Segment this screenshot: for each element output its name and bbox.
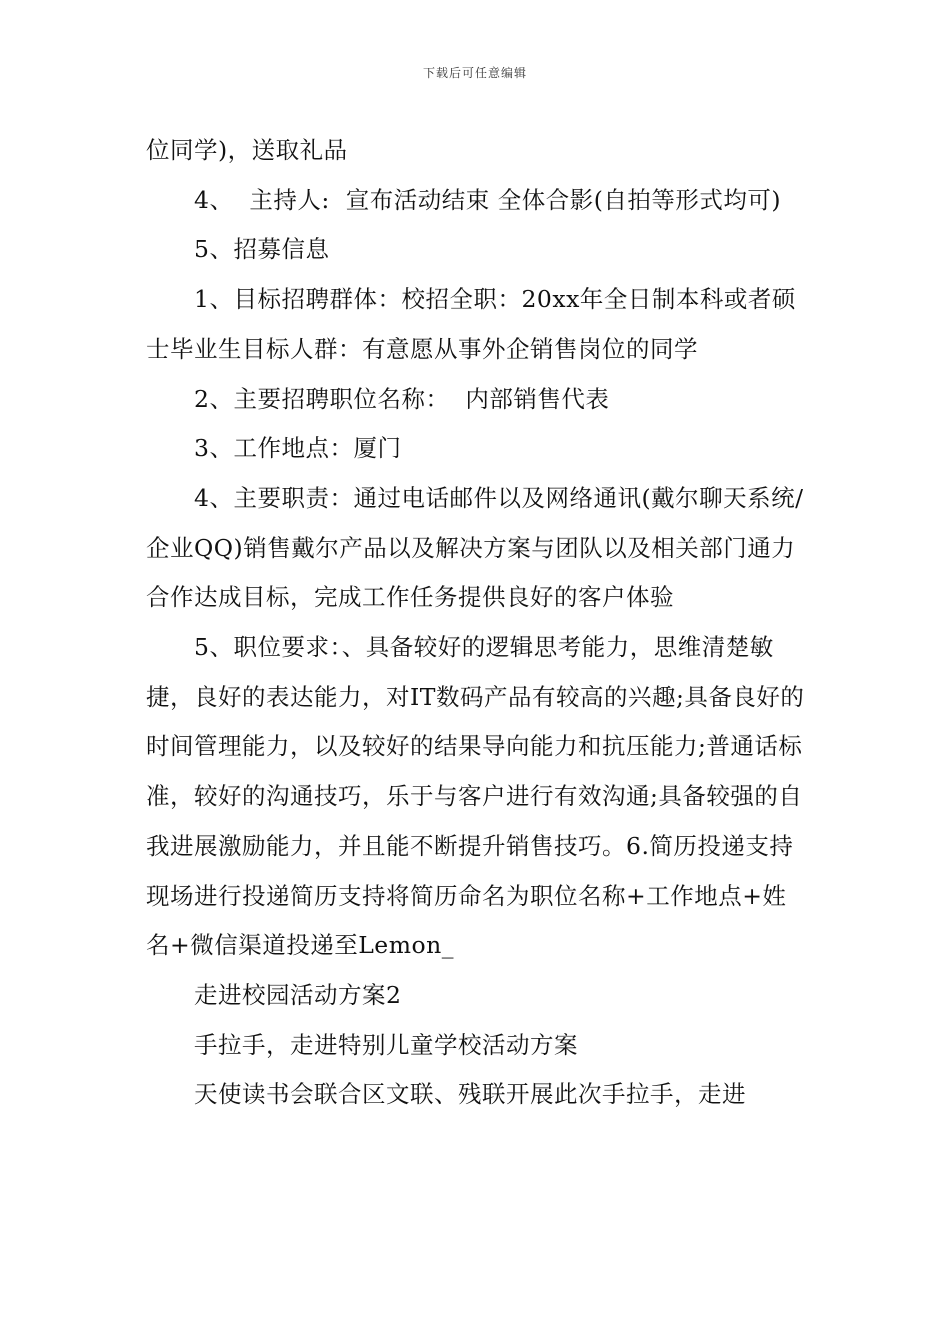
paragraph-5: 2、主要招聘职位名称： 内部销售代表 [194, 384, 610, 413]
paragraph-6: 3、工作地点：厦门 [194, 434, 402, 463]
paragraph-4: 1、目标招聘群体：校招全职：20xx年全日制本科或者硕士毕业生目标人群：有意愿从事外企销售岗位的同学 [146, 285, 796, 363]
paragraph-8: 5、职位要求：、具备较好的逻辑思考能力，思维清楚敏捷，良好的表达能力，对IT数码产品有较高的兴趣;具备良好的时间管理能力，以及较好的结果导向能力和抗压能力;普通话标准，较好的沟通技巧，乐于与客户进行有效沟通;具备较强的自我进展激励能力，并且能不断提升销售技巧。6.简历投递支持现场进行投递简历支持将简历命名为职位名称+工作地点+姓名+微信渠道投递至Lemon_ [146, 633, 805, 960]
page-header-note: 下载后可任意编辑 [422, 66, 527, 80]
document-body [146, 126, 810, 1120]
paragraph-10: 手拉手，走进特别儿童学校活动方案 [194, 1030, 578, 1059]
paragraph-1: 位同学)，送取礼品 [146, 136, 348, 164]
paragraph-2: 4、 主持人: 宣布活动结束 全体合影(自拍等形式均可) [194, 185, 782, 214]
paragraph-3: 5、招募信息 [194, 235, 330, 264]
paragraph-9: 走进校园活动方案2 [194, 980, 402, 1009]
paragraph-11: 天使读书会联合区文联、残联开展此次手拉手，走进 [194, 1080, 746, 1109]
paragraph-7: 4、主要职责：通过电话邮件以及网络通讯(戴尔聊天系统/企业QQ)销售戴尔产品以及解决方案与团队以及相关部门通力合作达成目标，完成工作任务提供良好的客户体验 [146, 483, 804, 612]
